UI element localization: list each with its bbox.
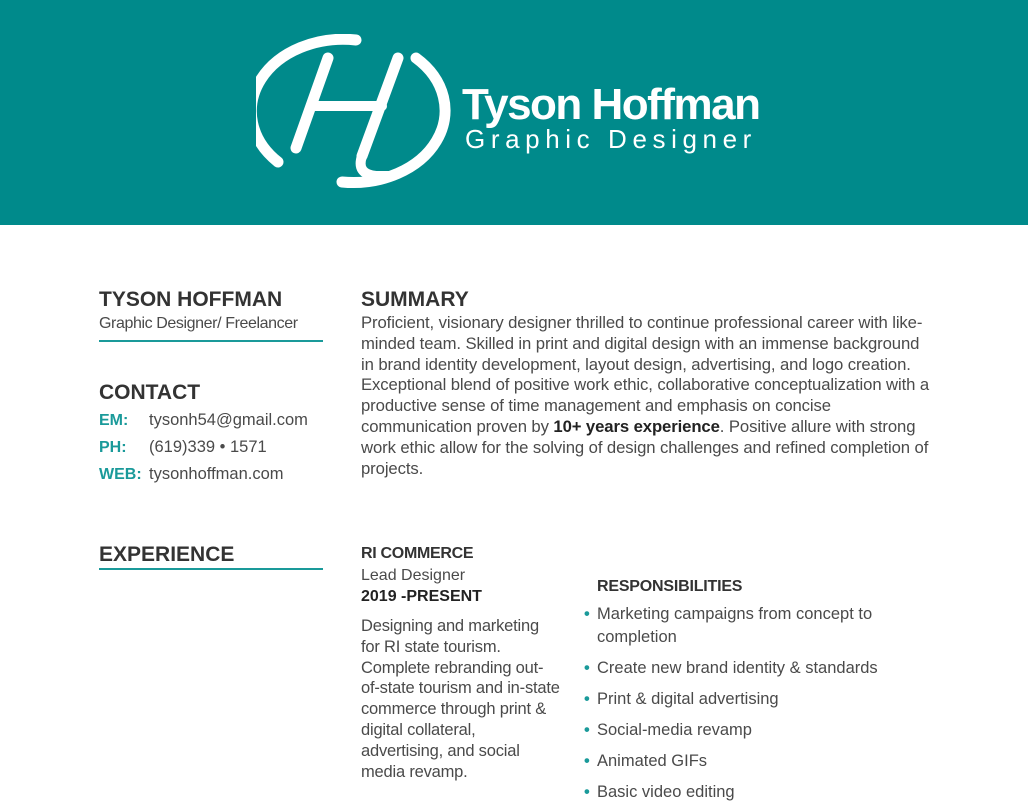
contact-label: EM: (99, 412, 129, 429)
contact-web-row (99, 465, 329, 487)
list-item-text: Social-media revamp (597, 721, 752, 739)
phone-value: (619)339 • 1571 (149, 438, 267, 456)
list-item (584, 719, 924, 742)
brand-title: Graphic Designer (465, 124, 757, 154)
responsibilities-list (584, 603, 924, 804)
list-item (584, 603, 924, 649)
summary-text-part: . Positive allure with strong work ethic allow for the solving of design challenges and refined completion of projects. (361, 416, 929, 478)
summary-highlight: 10+ years experience (553, 416, 720, 436)
summary-text-part: Proficient, visionary designer thrilled to continue professional career with like-minded team. Skilled in print and digital design with an immense background in brand identity development, layout design, advertising, and logo creation. Exceptional blend of positive work ethic, collaborative conceptualization with a productive sense of time management and emphasis on concise communication proven by (361, 313, 930, 436)
bullet-icon: • (584, 605, 590, 623)
list-item-text: Basic video editing (597, 783, 735, 801)
list-item (584, 657, 924, 680)
summary-heading: SUMMARY (361, 288, 469, 311)
job-company: RI COMMERCE (361, 545, 474, 562)
list-item-text: Marketing campaigns from concept to completion (597, 605, 873, 646)
list-item-text: Create new brand identity & standards (597, 659, 878, 677)
job-entry (361, 543, 561, 782)
bullet-icon: • (584, 690, 590, 708)
list-item-text: Animated GIFs (597, 752, 708, 770)
list-item (584, 781, 924, 804)
divider (99, 568, 323, 570)
responsibilities-heading: RESPONSIBILITIES (597, 578, 743, 595)
email-link[interactable]: tysonh54@gmail.com (149, 411, 308, 429)
job-dates: 2019 -PRESENT (361, 588, 482, 605)
experience-heading: EXPERIENCE (99, 543, 235, 566)
profile-column (99, 287, 329, 487)
job-role: Lead Designer (361, 567, 466, 584)
contact-phone-row (99, 438, 329, 460)
profile-subtitle: Graphic Designer/ Freelancer (99, 315, 298, 332)
bullet-icon: • (584, 721, 590, 739)
contact-label: WEB: (99, 466, 142, 483)
list-item (584, 688, 924, 711)
divider (99, 340, 323, 342)
website-link[interactable]: tysonhoffman.com (149, 465, 284, 483)
list-item (584, 750, 924, 773)
summary-section (361, 287, 933, 479)
contact-label: PH: (99, 439, 127, 456)
monogram-h-logo-icon (256, 34, 456, 190)
bullet-icon: • (584, 752, 590, 770)
contact-email-row (99, 411, 329, 433)
summary-text (361, 313, 933, 479)
bullet-icon: • (584, 783, 590, 801)
header-banner (0, 0, 1028, 225)
list-item-text: Print & digital advertising (597, 690, 779, 708)
contact-heading: CONTACT (99, 381, 201, 404)
profile-name: TYSON HOFFMAN (99, 288, 283, 311)
bullet-icon: • (584, 659, 590, 677)
responsibilities-section (584, 576, 924, 812)
job-description: Designing and marketing for RI state tourism. Complete rebranding out-of-state tourism and in-state commerce through print & digital collateral, advertising, and social media revamp. (361, 617, 560, 781)
brand-name: Tyson Hoffman (462, 80, 760, 129)
